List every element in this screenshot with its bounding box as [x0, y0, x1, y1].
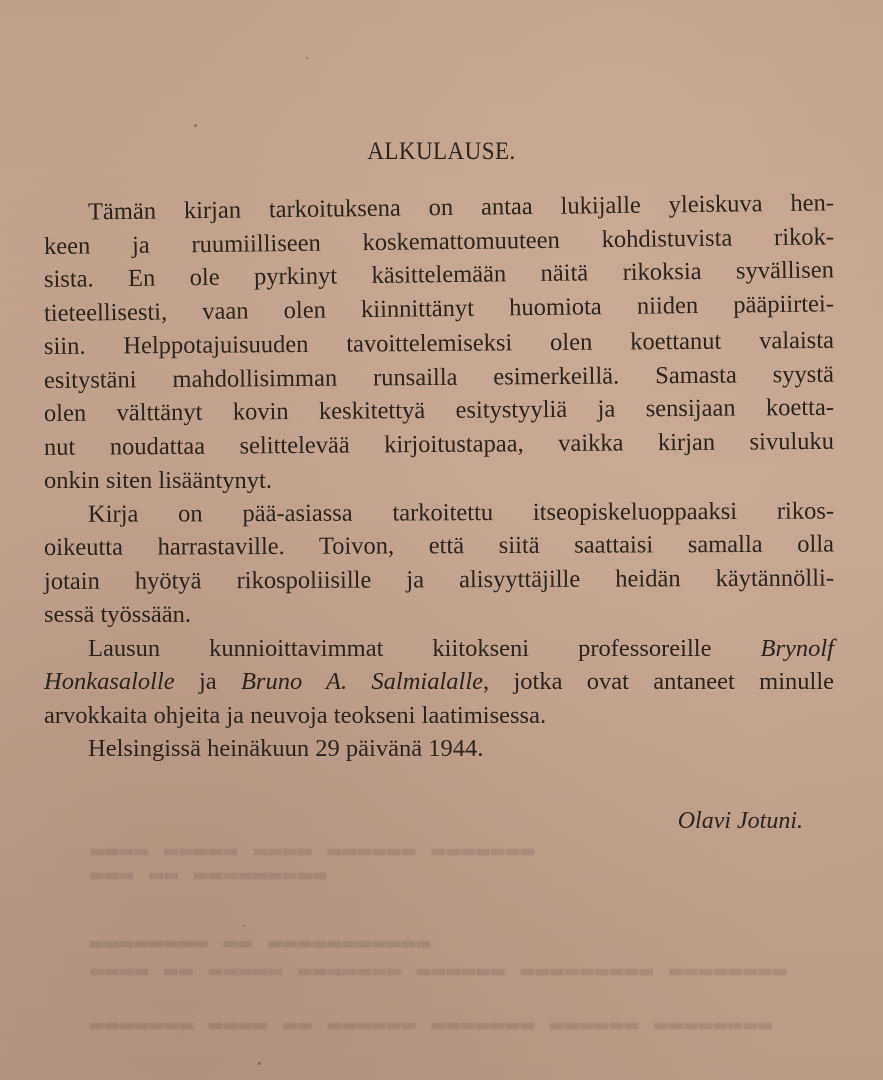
- text-line: sista. En ole pyrkinyt käsittelemään näitä rikoksia syvällisen: [43, 256, 835, 293]
- professor-name: Honkasalolle: [44, 668, 175, 695]
- text-line: siin. Helppotajuisuuden tavoittelemiseksi olen koettanut valaista: [43, 326, 835, 360]
- text-line: Kirja on pää-asiassa tarkoitettu itseopiskeluoppaaksi rikos-: [87, 497, 835, 528]
- preface-body: [43, 189, 835, 766]
- author-signature: Olavi Jotuni.: [677, 808, 803, 834]
- conjunction-text: ja: [174, 668, 241, 695]
- professor-name: Brynolf: [760, 634, 834, 662]
- text-line: nut noudattaa selittelevää kirjoitustapaa, vaikka kirjan sivuluku: [43, 427, 835, 461]
- bleed-through-text: ▬▬▬▬▬▬▬▬ ▬▬ ▬▬▬▬▬▬▬▬▬▬▬: [90, 930, 432, 956]
- text-line: onkin siten lisääntynyt.: [44, 467, 272, 494]
- text-line: [44, 665, 834, 699]
- paper-speck: [306, 57, 308, 59]
- bleed-through-text: ▬▬▬▬ ▬▬▬▬▬ ▬▬▬▬ ▬▬▬▬▬▬ ▬▬▬▬▬▬▬: [90, 838, 536, 864]
- date-line: Helsingissä heinäkuun 29 päivänä 1944.: [88, 735, 484, 762]
- text-line: [44, 632, 834, 666]
- text-line: arvokkaita ohjeita ja neuvoja teokseni laatimisessa.: [44, 701, 547, 729]
- paper-speck: [243, 925, 245, 927]
- text-line: sessä työssään.: [44, 601, 191, 628]
- page-heading: ALKULAUSE.: [367, 138, 516, 165]
- text-line: esitystäni mahdollisimman runsailla esimerkeillä. Samasta syystä: [43, 360, 835, 394]
- bleed-through-text: ▬▬▬ ▬▬ ▬▬▬▬▬▬▬▬▬: [90, 862, 328, 888]
- bleed-through-text: ▬▬▬▬ ▬▬ ▬▬▬▬▬ ▬▬▬▬▬▬▬ ▬▬▬▬▬▬ ▬▬▬▬▬▬▬▬▬ ▬▬▬▬▬▬▬▬: [90, 958, 788, 984]
- text-line: oikeutta harrastaville. Toivon, että siitä saattaisi samalla olla: [43, 530, 835, 561]
- text-line: tieteellisesti, vaan olen kiinnittänyt huomiota niiden pääpiirtei-: [43, 289, 835, 327]
- text-line: jotain hyötyä rikospoliisille ja alisyyttäjille heidän käytännölli-: [43, 564, 835, 595]
- acknowledgement-text: , jotka ovat antaneet minulle: [483, 668, 834, 695]
- text-line: Tämän kirjan tarkoituksena on antaa lukijalle yleiskuva hen-: [87, 189, 835, 226]
- bleed-through-text: ▬▬▬▬▬▬▬ ▬▬▬▬ ▬▬ ▬▬▬▬▬▬ ▬▬▬▬▬▬▬ ▬▬▬▬▬▬ ▬▬▬▬▬▬▬▬: [90, 1012, 773, 1038]
- text-line: keen ja ruumiilliseen koskemattomuuteen kohdistuvista rikok-: [43, 222, 835, 260]
- professor-name: Bruno A. Salmialalle: [240, 668, 484, 695]
- acknowledgement-text: Lausun kunnioittavimmat kiitokseni professoreille: [88, 634, 712, 662]
- paper-speck: [194, 124, 197, 127]
- text-line: olen välttänyt kovin keskitettyä esitystyyliä ja sensijaan koetta-: [43, 393, 835, 427]
- paper-speck: [258, 1062, 261, 1065]
